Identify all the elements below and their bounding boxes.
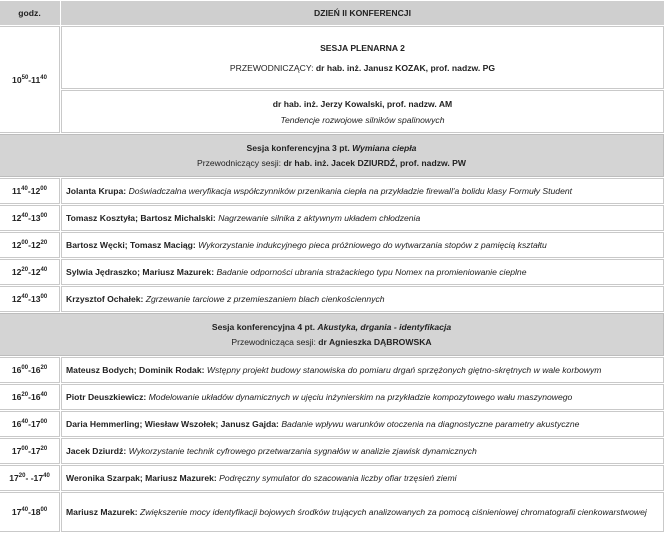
talk-authors: Mariusz Mazurek: xyxy=(66,507,138,517)
talk-row xyxy=(0,178,664,204)
talk-time: $17^{40}-18^{00}$ xyxy=(0,492,60,532)
talk-info xyxy=(61,286,664,312)
talk-authors: Jolanta Krupa: xyxy=(66,186,127,196)
talk-row xyxy=(0,384,664,410)
talk-info xyxy=(61,384,664,410)
plenary-speaker: dr hab. inż. Jerzy Kowalski, prof. nadzw. AM xyxy=(272,98,453,109)
plenary-chair: PRZEWODNICZĄCY: dr hab. inż. Janusz KOZAK, prof. nadzw. PG xyxy=(229,62,496,73)
talk-info xyxy=(61,259,664,285)
talk-info xyxy=(61,178,664,204)
talk-authors: Tomasz Kosztyła; Bartosz Michalski: xyxy=(66,213,216,223)
talk-row xyxy=(0,232,664,258)
talk-info xyxy=(61,205,664,231)
talk-time: $12^{40}-13^{00}$ xyxy=(0,205,60,231)
talk-title: Wykorzystanie indukcyjnego pieca próżniowego do wytwarzania stopów z pamięcią kształtu xyxy=(198,240,547,250)
header-row xyxy=(0,1,664,25)
session4-header xyxy=(0,313,664,356)
talk-row xyxy=(0,286,664,312)
talk-time: $17^{20}-$ $-17^{40}$ xyxy=(0,465,60,491)
talk-time: $12^{20}-12^{40}$ xyxy=(0,259,60,285)
session4-chair: Przewodnicząca sesji: dr Agnieszka DĄBROWSKA xyxy=(231,337,432,347)
talk-title: Zgrzewanie tarciowe z przemieszaniem blach cienkościennych xyxy=(145,294,385,304)
session4-header-row xyxy=(0,313,664,356)
talk-row xyxy=(0,259,664,285)
talk-time: $16^{20}-16^{40}$ xyxy=(0,384,60,410)
talk-info xyxy=(61,357,664,383)
talk-row xyxy=(0,357,664,383)
talk-time: $16^{40}-17^{00}$ xyxy=(0,411,60,437)
talk-title: Modelowanie układów dynamicznych w ujęciu inżynierskim na przykładzie kompozytowego wału maszynowego xyxy=(148,392,573,402)
day-title: DZIEŃ II KONFERENCJI xyxy=(61,1,664,25)
talk-title: Badanie wpływu warunków otoczenia na diagnostyczne parametry akustyczne xyxy=(281,419,580,429)
talk-title: Nagrzewanie silnika z aktywnym układem chłodzenia xyxy=(218,213,421,223)
session3-title: Sesja konferencyjna 3 pt. Wymiana ciepła xyxy=(246,143,417,153)
plenary-time: $10^{50}-11^{40}$ xyxy=(0,26,60,133)
session3-header xyxy=(0,134,664,177)
talk-authors: Bartosz Węcki; Tomasz Maciąg: xyxy=(66,240,196,250)
talk-title: Wstępny projekt budowy stanowiska do pomiaru drgań sprzężonych giętno-skrętnych w wale korbowym xyxy=(206,365,602,375)
talk-title: Badanie odporności ubrania strażackiego typu Nomex na promieniowanie cieplne xyxy=(216,267,527,277)
talk-time: $12^{40}-13^{00}$ xyxy=(0,286,60,312)
talk-title: Wykorzystanie technik cyfrowego przetwarzania sygnałów w analizie zjawisk dynamicznych xyxy=(128,446,477,456)
talk-authors: Sylwia Jędraszko; Mariusz Mazurek: xyxy=(66,267,215,277)
talk-authors: Krzysztof Ochałek: xyxy=(66,294,144,304)
talk-row xyxy=(0,205,664,231)
talk-authors: Jacek Dziurdź: xyxy=(66,446,127,456)
talk-row xyxy=(0,411,664,437)
plenary-row-2 xyxy=(0,90,664,133)
plenary-talk-title: Tendencje rozwojowe silników spalinowych xyxy=(280,114,445,125)
talk-time: $17^{00}-17^{20}$ xyxy=(0,438,60,464)
talk-title: Podręczny symulator do szacowania liczby ofiar trzęsień ziemi xyxy=(219,473,457,483)
talk-row xyxy=(0,465,664,491)
talk-time: $16^{00}-16^{20}$ xyxy=(0,357,60,383)
plenary-talk xyxy=(61,90,664,133)
talk-authors: Piotr Deuszkiewicz: xyxy=(66,392,147,402)
session3-chair: Przewodniczący sesji: dr hab. inż. Jacek DZIURDŹ, prof. nadzw. PW xyxy=(196,158,466,168)
talk-row xyxy=(0,492,664,532)
session4-title: Sesja konferencyjna 4 pt. Akustyka, drgania - identyfikacja xyxy=(211,322,452,332)
talk-info xyxy=(61,438,664,464)
plenary-row-1 xyxy=(0,26,664,89)
talk-authors: Daria Hemmerling; Wiesław Wszołek; Janusz Gajda: xyxy=(66,419,279,429)
talk-authors: Mateusz Bodych; Dominik Rodak: xyxy=(66,365,205,375)
talk-info xyxy=(61,465,664,491)
talk-authors: Weronika Szarpak; Mariusz Mazurek: xyxy=(66,473,217,483)
talk-info xyxy=(61,411,664,437)
talk-info xyxy=(61,232,664,258)
plenary-session-info xyxy=(61,26,664,89)
time-column-header: godz. xyxy=(0,1,60,25)
talk-row xyxy=(0,438,664,464)
talk-time: $12^{00}-12^{20}$ xyxy=(0,232,60,258)
plenary-title: SESJA PLENARNA 2 xyxy=(320,42,405,53)
talk-info xyxy=(61,492,664,532)
talk-title: Doświadczalna weryfikacja współczynników przenikania ciepła na przykładzie firewall'a bolidu klasy Formuły Student xyxy=(128,186,573,196)
session3-header-row xyxy=(0,134,664,177)
talk-time: $11^{40}-12^{00}$ xyxy=(0,178,60,204)
talk-title: Zwiększenie mocy identyfikacji bojowych środków trujących analizowanych za pomocą ciśnieniowej chromatografii cienkowarstwowej xyxy=(140,507,647,517)
